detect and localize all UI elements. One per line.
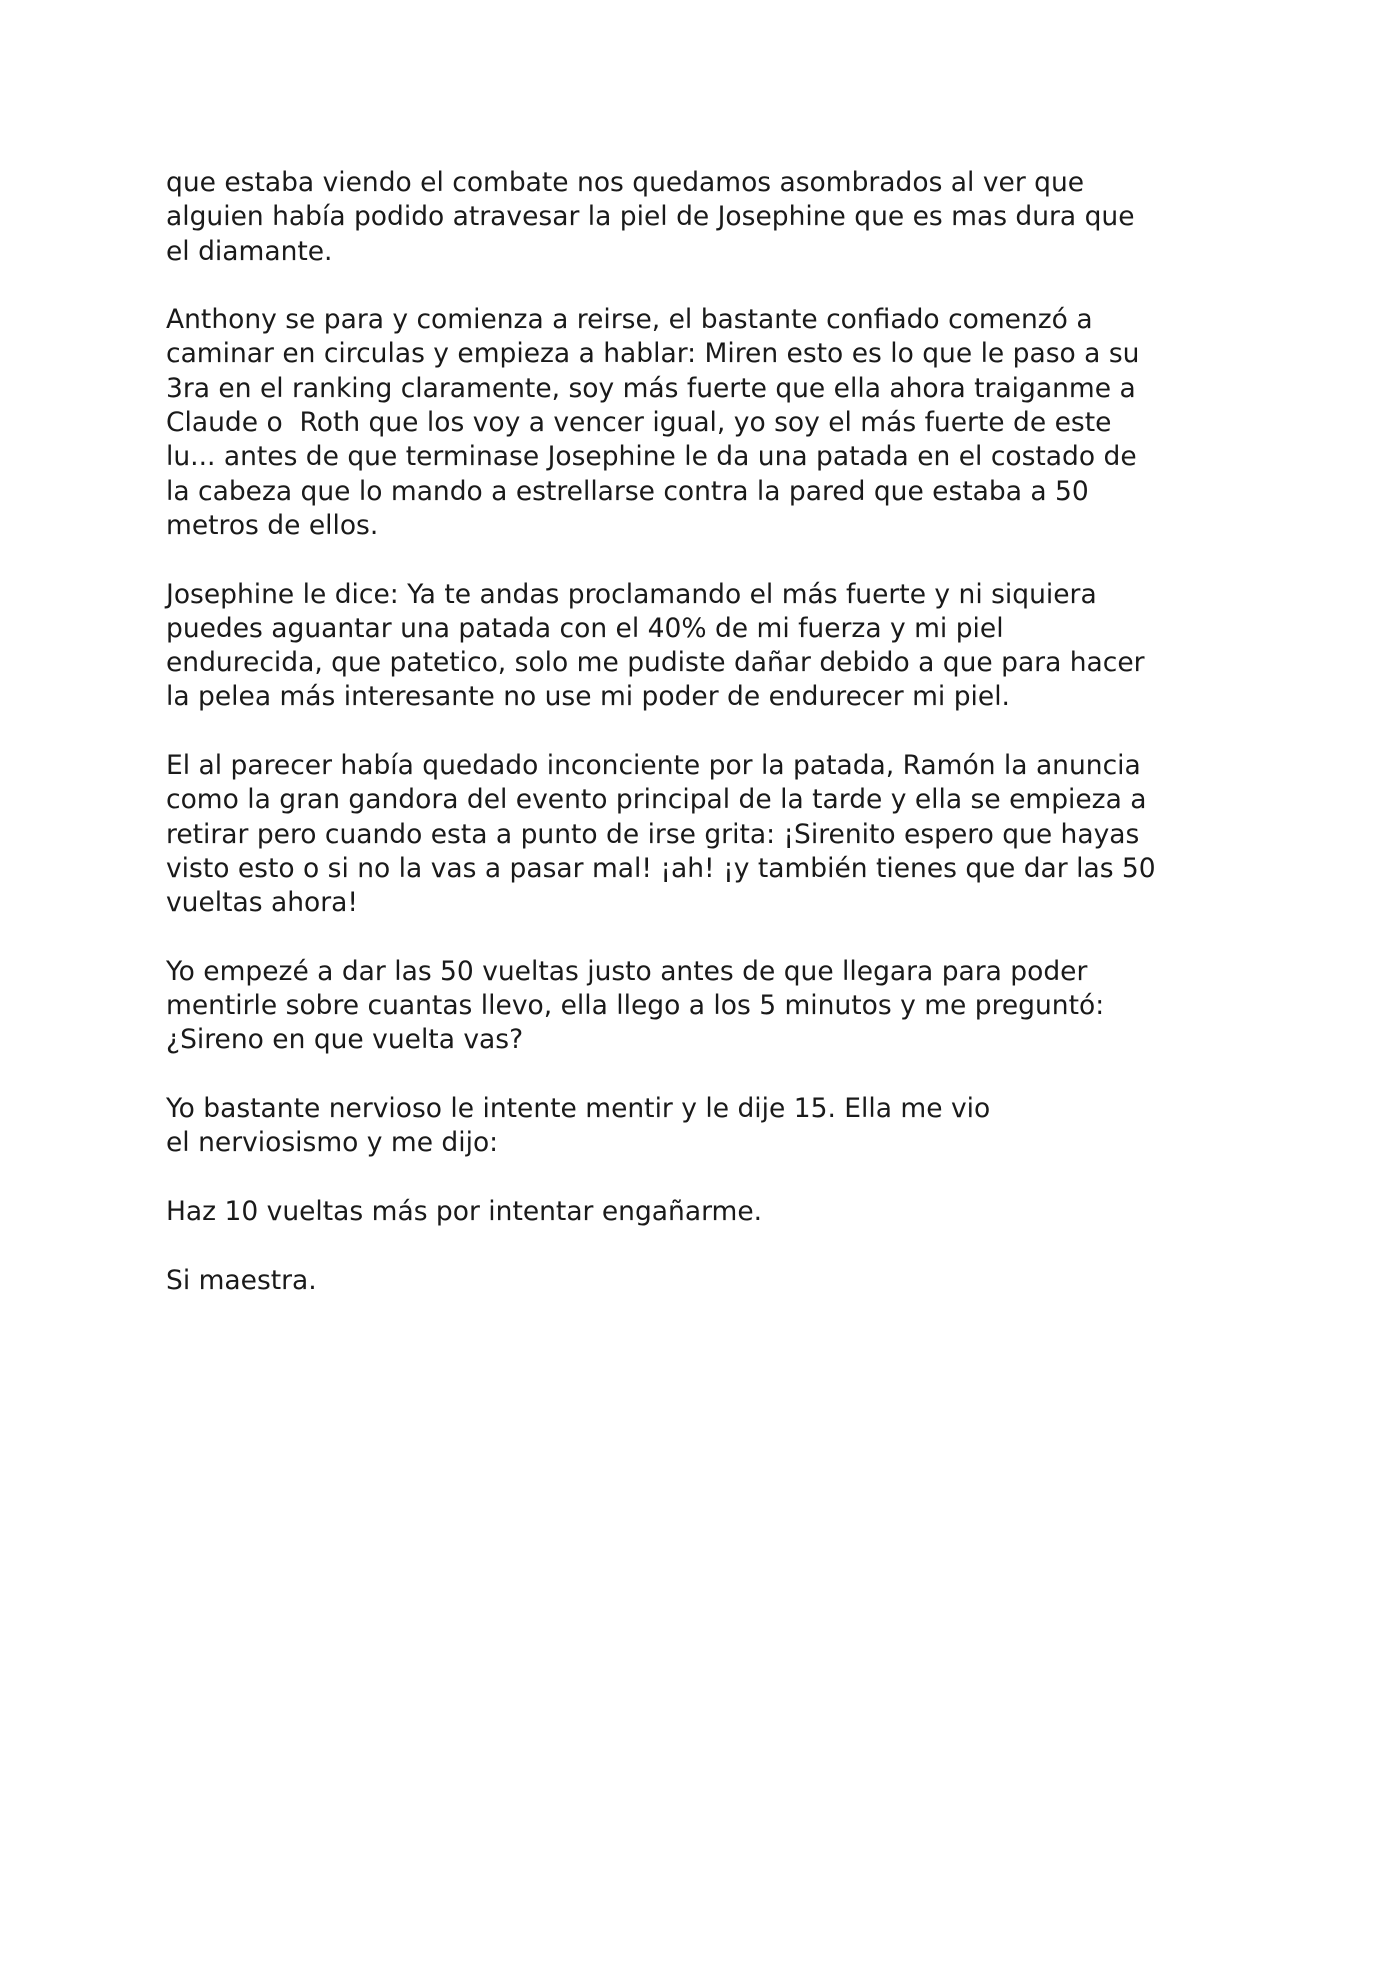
text-line: mentirle sobre cuantas llevo, ella llego a los 5 minutos y me preguntó: — [166, 990, 1105, 1022]
text-line: puedes aguantar una patada con el 40% de mi fuerza y mi piel — [166, 612, 1004, 644]
paragraph — [166, 578, 1266, 715]
text-line: Si maestra. — [166, 1264, 317, 1296]
text-line: retirar pero cuando esta a punto de irse grita: ¡Sirenito espero que hayas — [166, 818, 1140, 850]
text-line: el diamante. — [166, 235, 333, 267]
text-line: la pelea más interesante no use mi poder de endurecer mi piel. — [166, 681, 1010, 713]
text-line: el nerviosismo y me dijo: — [166, 1127, 499, 1159]
paragraph — [166, 1092, 1266, 1161]
text-line: que estaba viendo el combate nos quedamos asombrados al ver que — [166, 167, 1085, 198]
text-line: Anthony se para y comienza a reirse, el bastante confiado comenzó a — [166, 304, 1093, 336]
text-line: como la gran gandora del evento principal de la tarde y ella se empieza a — [166, 784, 1147, 816]
text-line: Yo empezé a dar las 50 vueltas justo antes de que llegara para poder — [166, 955, 1088, 987]
text-line: alguien había podido atravesar la piel de Josephine que es mas dura que — [166, 201, 1135, 233]
text-line: Haz 10 vueltas más por intentar engañarme. — [166, 1195, 763, 1227]
paragraph — [166, 1264, 1266, 1298]
paragraph — [166, 303, 1266, 543]
paragraph — [166, 955, 1266, 1058]
text-line: ¿Sireno en que vuelta vas? — [166, 1024, 524, 1056]
text-line: El al parecer había quedado inconciente por la patada, Ramón la anuncia — [166, 750, 1141, 782]
document-body — [166, 166, 1266, 1332]
text-line: visto esto o si no la vas a pasar mal! ¡ah! ¡y también tienes que dar las 50 — [166, 852, 1156, 884]
text-line: Claude o Roth que los voy a vencer igual, yo soy el más fuerte de este — [166, 407, 1112, 439]
text-line: metros de ellos. — [166, 509, 379, 541]
paragraph — [166, 749, 1266, 920]
text-line: Josephine le dice: Ya te andas proclamando el más fuerte y ni siquiera — [166, 578, 1097, 610]
text-line: endurecida, que patetico, solo me pudiste dañar debido a que para hacer — [166, 647, 1145, 679]
text-line: 3ra en el ranking claramente, soy más fuerte que ella ahora traiganme a — [166, 372, 1136, 404]
paragraph — [166, 166, 1266, 269]
text-line: vueltas ahora! — [166, 887, 359, 919]
text-line: Yo bastante nervioso le intente mentir y le dije 15. Ella me vio — [166, 1093, 991, 1125]
text-line: lu... antes de que terminase Josephine le da una patada en el costado de — [166, 441, 1137, 473]
text-line: caminar en circulas y empieza a hablar: Miren esto es lo que le paso a su — [166, 338, 1140, 370]
text-line: la cabeza que lo mando a estrellarse contra la pared que estaba a 50 — [166, 475, 1089, 507]
paragraph — [166, 1195, 1266, 1229]
